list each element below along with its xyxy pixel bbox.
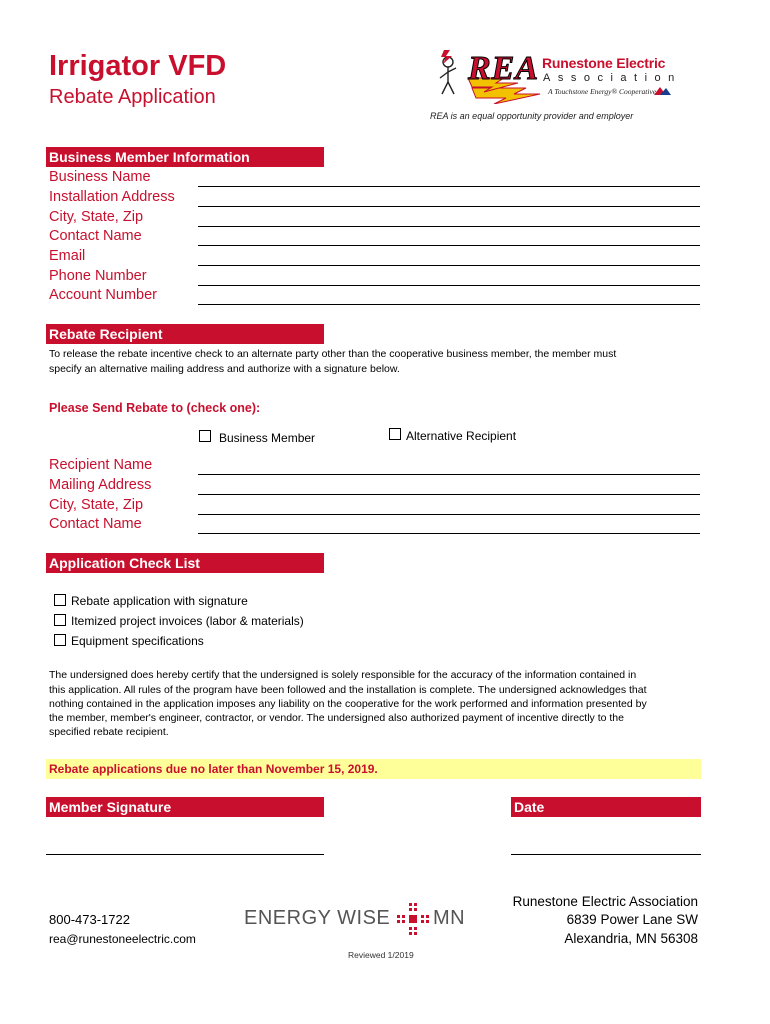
alternative-recipient-option-label: Alternative Recipient	[406, 429, 517, 443]
recipient-city-state-zip-label: City, State, Zip	[49, 497, 144, 513]
date-field[interactable]	[511, 854, 701, 855]
mailing-address-label: Mailing Address	[49, 477, 152, 493]
logo-association: Association	[543, 72, 682, 84]
account-number-label: Account Number	[49, 287, 157, 303]
checklist-checkbox-signature[interactable]	[54, 594, 66, 606]
touchstone-energy-icon	[652, 85, 672, 97]
installation-address-label: Installation Address	[49, 189, 175, 205]
recipient-city-state-zip-field[interactable]	[198, 514, 700, 515]
checklist-item-signature: Rebate application with signature	[71, 594, 248, 608]
energy-wise-logo	[244, 902, 468, 936]
energy-wise-cross-icon	[396, 902, 430, 936]
account-number-field[interactable]	[198, 304, 700, 305]
contact-name-field[interactable]	[198, 245, 700, 246]
member-signature-heading: Member Signature	[46, 797, 324, 817]
footer-city: Alexandria, MN 56308	[564, 931, 698, 946]
email-label: Email	[49, 248, 86, 264]
business-member-checkbox[interactable]	[199, 430, 211, 442]
deadline-banner: Rebate applications due no later than November 15, 2019.	[46, 759, 701, 779]
email-field[interactable]	[198, 265, 700, 266]
certification-line3: nothing contained in the application imposes any liability on the cooperative for the work performed and information presented by	[49, 698, 647, 710]
footer-email: rea@runestoneelectric.com	[49, 932, 196, 946]
phone-number-field[interactable]	[198, 285, 700, 286]
energy-wise-mn-text: MN	[433, 907, 466, 929]
form-subtitle: Rebate Application	[49, 86, 216, 108]
installation-address-field[interactable]	[198, 206, 700, 207]
footer-org-name: Runestone Electric Association	[512, 894, 698, 909]
recipient-contact-name-field[interactable]	[198, 533, 700, 534]
business-name-field[interactable]	[198, 186, 700, 187]
business-member-heading: Business Member Information	[46, 147, 324, 167]
logo-abbrev: REA	[468, 50, 540, 87]
certification-line4: the member, member's engineer, contractor, or vendor. The undersigned also authorized payment of incentive directly to the	[49, 712, 624, 724]
energy-wise-text: ENERGY WISE	[244, 907, 391, 929]
application-checklist-heading: Application Check List	[46, 553, 324, 573]
mailing-address-field[interactable]	[198, 494, 700, 495]
equal-opportunity-note: REA is an equal opportunity provider and employer	[430, 111, 634, 121]
reviewed-date: Reviewed 1/2019	[348, 950, 414, 960]
logo-tagline: A Touchstone Energy® Cooperative	[548, 87, 657, 96]
date-heading: Date	[511, 797, 701, 817]
checklist-checkbox-invoices[interactable]	[54, 614, 66, 626]
city-state-zip-field[interactable]	[198, 226, 700, 227]
send-rebate-label: Please Send Rebate to (check one):	[49, 401, 261, 415]
rebate-recipient-heading: Rebate Recipient	[46, 324, 324, 344]
phone-number-label: Phone Number	[49, 268, 147, 284]
certification-line5: specified rebate recipient.	[49, 726, 169, 738]
contact-name-label: Contact Name	[49, 228, 142, 244]
recipient-contact-name-label: Contact Name	[49, 516, 142, 532]
recipient-name-label: Recipient Name	[49, 457, 153, 473]
business-member-option-label: Business Member	[219, 431, 316, 445]
footer-phone: 800-473-1722	[49, 912, 130, 927]
business-name-label: Business Name	[49, 169, 151, 185]
certification-line1: The undersigned does hereby certify that the undersigned is solely responsible for the accuracy of the information contained in	[49, 669, 637, 681]
checklist-item-invoices: Itemized project invoices (labor & materials)	[71, 614, 304, 628]
city-state-zip-label: City, State, Zip	[49, 209, 144, 225]
recipient-instructions-line2: specify an alternative mailing address and authorize with a signature below.	[49, 363, 400, 375]
member-signature-field[interactable]	[46, 854, 324, 855]
recipient-instructions-line1: To release the rebate incentive check to an alternate party other than the cooperative business member, the member must	[49, 348, 617, 360]
recipient-name-field[interactable]	[198, 474, 700, 475]
checklist-checkbox-specifications[interactable]	[54, 634, 66, 646]
form-title: Irrigator VFD	[49, 50, 227, 82]
checklist-item-specifications: Equipment specifications	[71, 634, 204, 648]
logo-name: Runestone Electric	[542, 55, 666, 71]
certification-line2: this application. All rules of the program have been followed and the installation is complete. The undersigned acknowledges that	[49, 684, 647, 696]
alternative-recipient-checkbox[interactable]	[389, 428, 401, 440]
footer-street: 6839 Power Lane SW	[566, 912, 698, 927]
